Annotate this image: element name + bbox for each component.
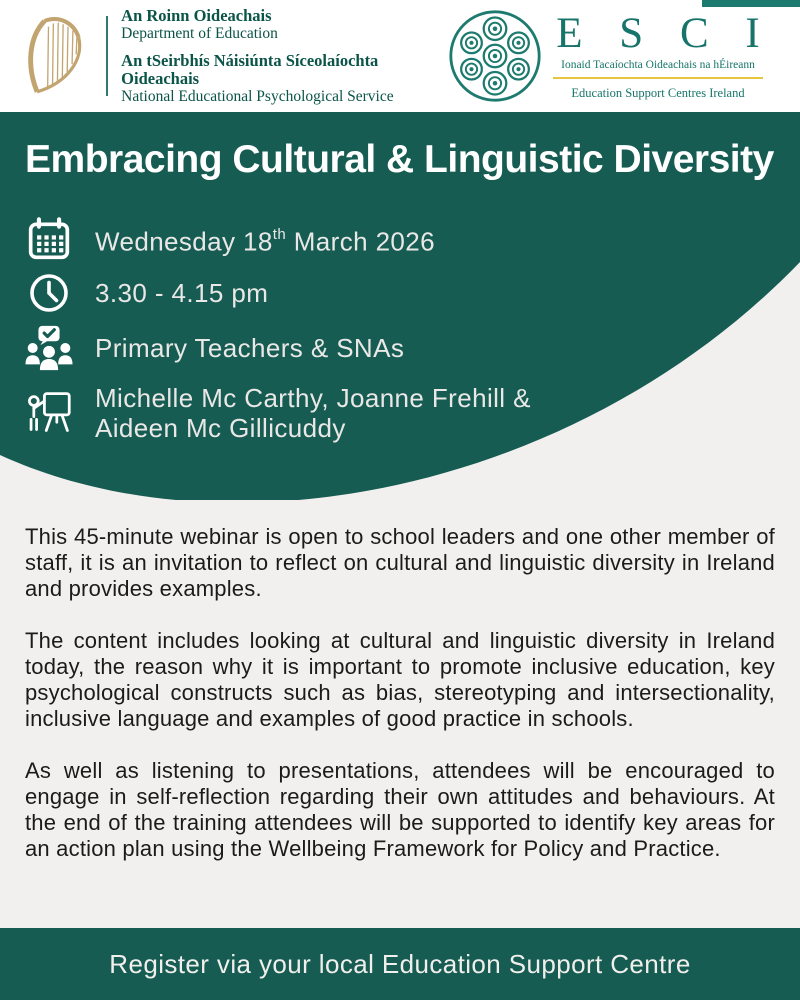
time-row — [25, 273, 775, 313]
neps-english-name: National Educational Psychological Service — [121, 87, 394, 105]
date-text: Wednesday 18th March 2026 — [95, 225, 436, 257]
esci-irish-name: Ionaid Tacaíochta Oideachais na hÉireann — [561, 58, 755, 71]
department-of-education-logo — [20, 7, 448, 106]
clock-icon — [25, 273, 73, 313]
page-title: Embracing Cultural & Linguistic Diversity — [25, 138, 774, 181]
top-right-accent-bar — [702, 0, 800, 7]
presenters-row — [25, 383, 775, 443]
irish-harp-icon — [20, 11, 93, 101]
hero-content — [0, 112, 800, 500]
logo-divider — [106, 16, 108, 96]
date-row — [25, 217, 775, 261]
description — [0, 500, 800, 928]
esci-logo — [448, 9, 773, 103]
presenters-text: Michelle Mc Carthy, Joanne Frehill & Aideen Mc Gillicuddy — [95, 383, 531, 443]
paragraph-1: This 45-minute webinar is open to school leaders and one other member of staff, it is an invitation to reflect on cultural and linguistic diversity in Ireland and provides examples. — [25, 524, 775, 601]
esci-english-name: Education Support Centres Ireland — [571, 85, 745, 100]
dept-english-name: Department of Education — [121, 24, 278, 42]
audience-icon — [25, 325, 73, 371]
time-text: 3.30 - 4.15 pm — [95, 278, 269, 308]
paragraph-2: The content includes looking at cultural and linguistic diversity in Ireland today, the reason why it is important to promote inclusive education, key psychological constructs such as bias, stereotyping and intersectionality, inclusive language and examples of good practice in schools. — [25, 628, 775, 731]
calendar-icon — [25, 217, 73, 261]
neps-irish-name: An tSeirbhís Náisiúnta Síceolaíochta Oideachais — [121, 50, 379, 88]
footer-bar — [0, 928, 800, 1000]
hero-banner — [0, 112, 800, 500]
header — [0, 0, 800, 112]
paragraph-3: As well as listening to presentations, attendees will be encouraged to engage in self-reflection regarding their own attitudes and behaviours. At the end of the training attendees will be supported to identify key areas for an action plan using the Wellbeing Framework for Policy and Practice. — [25, 758, 775, 861]
esci-wordmark: E S C I — [556, 9, 773, 57]
esci-gold-underline — [553, 77, 763, 79]
audience-row — [25, 325, 775, 371]
esci-logo-text — [550, 9, 773, 101]
dept-irish-name: An Roinn Oideachais — [121, 5, 272, 25]
department-logo-text — [121, 7, 448, 106]
esci-spiral-icon — [448, 9, 542, 103]
presenter-icon — [25, 389, 73, 437]
register-instruction: Register via your local Education Support Centre — [109, 948, 691, 979]
audience-text: Primary Teachers & SNAs — [95, 333, 405, 363]
